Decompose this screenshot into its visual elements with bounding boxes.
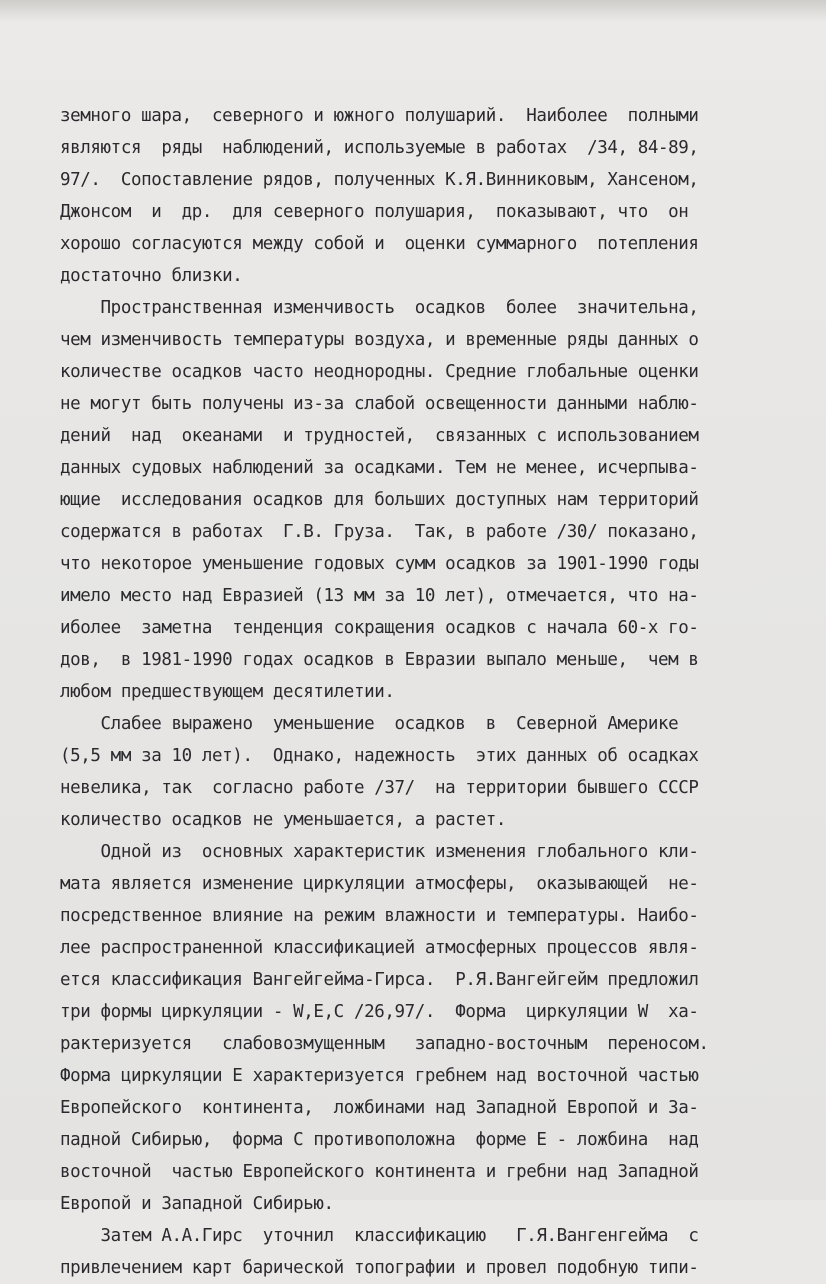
paragraph	[60, 708, 810, 836]
paragraph	[60, 100, 810, 292]
text-line: привлечением карт барической топографии и провел подобную типи-	[60, 1258, 699, 1278]
text-line: 97/. Сопоставление рядов, полученных К.Я.Винниковым, Хансеном,	[60, 170, 699, 190]
text-line: имело место над Евразией (13 мм за 10 лет), отмечается, что на-	[60, 586, 699, 606]
text-line: не могут быть получены из-за слабой освещенности данными наблю-	[60, 394, 699, 414]
text-line: Джонсом и др. для северного полушария, показывают, что он	[60, 202, 689, 222]
text-line: Затем А.А.Гирс уточнил классификацию Г.Я.Вангенгейма с	[60, 1226, 699, 1246]
text-line: посредственное влияние на режим влажности и температуры. Наибо-	[60, 906, 699, 926]
text-line: ется классификация Вангейгейма-Гирса. Р.Я.Вангейгейм предложил	[60, 970, 699, 990]
text-line: количество осадков не уменьшается, а растет.	[60, 810, 506, 830]
text-line: невелика, так согласно работе /37/ на территории бывшего СССР	[60, 778, 699, 798]
text-line: любом предшествующем десятилетии.	[60, 682, 395, 702]
text-line: мата является изменение циркуляции атмосферы, оказывающей не-	[60, 874, 699, 894]
text-line: достаточно близки.	[60, 266, 243, 286]
text-line: ющие исследования осадков для больших доступных нам территорий	[60, 490, 699, 510]
top-shadow	[0, 0, 826, 22]
text-line: рактеризуется слабовозмущенным западно-восточным переносом.	[60, 1034, 709, 1054]
text-line: Форма циркуляции Е характеризуется гребнем над восточной частью	[60, 1066, 699, 1086]
document-body	[60, 100, 810, 1284]
text-line: (5,5 мм за 10 лет). Однако, надежность этих данных об осадках	[60, 746, 699, 766]
text-line: что некоторое уменьшение годовых сумм осадков за 1901-1990 годы	[60, 554, 699, 574]
text-line: дений над океанами и трудностей, связанных с использованием	[60, 426, 699, 446]
text-line: чем изменчивость температуры воздуха, и временные ряды данных о	[60, 330, 699, 350]
text-line: Европейского континента, ложбинами над Западной Европой и За-	[60, 1098, 699, 1118]
text-line: Европой и Западной Сибирью.	[60, 1194, 334, 1214]
text-line: содержатся в работах Г.В. Груза. Так, в работе /30/ показано,	[60, 522, 699, 542]
paragraph	[60, 1220, 810, 1284]
paragraph	[60, 292, 810, 708]
text-line: являются ряды наблюдений, используемые в работах /34, 84-89,	[60, 138, 699, 158]
text-line: падной Сибирью, форма С противоположна форме Е - ложбина над	[60, 1130, 699, 1150]
text-line: земного шара, северного и южного полушарий. Наиболее полными	[60, 106, 699, 126]
text-line: три формы циркуляции - W,E,C /26,97/. Форма циркуляции W ха-	[60, 1002, 699, 1022]
text-line: иболее заметна тенденция сокращения осадков с начала 60-х го-	[60, 618, 699, 638]
text-line: восточной частью Европейского континента и гребни над Западной	[60, 1162, 699, 1182]
text-line: лее распространенной классификацией атмосферных процессов явля-	[60, 938, 699, 958]
text-line: Пространственная изменчивость осадков более значительна,	[60, 298, 699, 318]
text-line: Слабее выражено уменьшение осадков в Северной Америке	[60, 714, 679, 734]
text-line: данных судовых наблюдений за осадками. Тем не менее, исчерпыва-	[60, 458, 699, 478]
text-line: Одной из основных характеристик изменения глобального кли-	[60, 842, 699, 862]
text-line: дов, в 1981-1990 годах осадков в Евразии выпало меньше, чем в	[60, 650, 699, 670]
paragraph	[60, 836, 810, 1220]
text-line: количестве осадков часто неоднородны. Средние глобальные оценки	[60, 362, 699, 382]
text-line: хорошо согласуются между собой и оценки суммарного потепления	[60, 234, 699, 254]
